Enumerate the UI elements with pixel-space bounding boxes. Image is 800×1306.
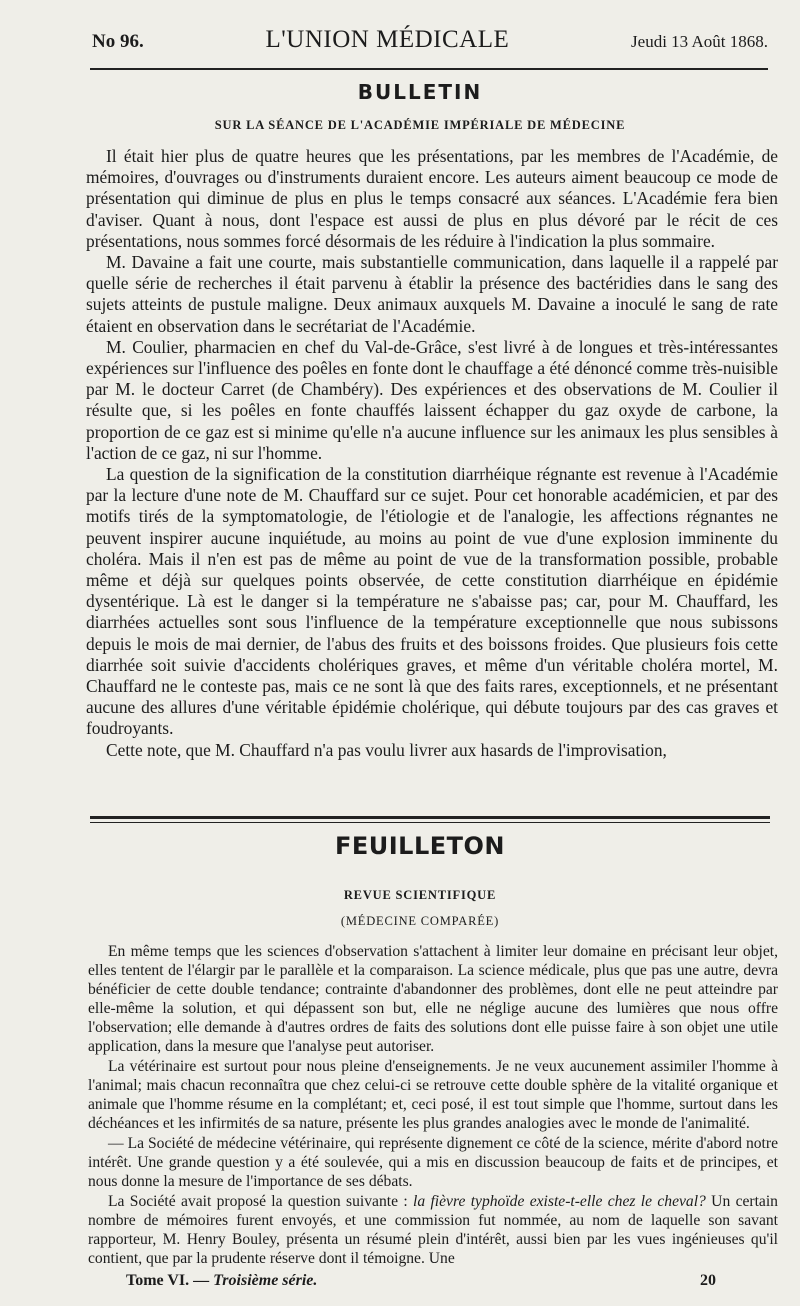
feuilleton-title: FEUILLETON [334, 832, 506, 860]
page-footer [126, 1272, 716, 1290]
feuilleton-subtitle: REVUE SCIENTIFIQUE [343, 888, 497, 902]
feuilleton-section: (MÉDECINE COMPARÉE) [340, 914, 500, 928]
series-label: Troisième série. [213, 1272, 318, 1289]
volume-info [126, 1272, 317, 1290]
feuilleton-paragraph-last [88, 1192, 778, 1268]
bulletin-paragraph: M. Davaine a fait une courte, mais substantielle communication, dans laquelle il a rappelé par quelle série de recherches il était parvenu à établir la présence des bactéridies dans le sang des sujets atteints de pustule maligne. Deux animaux auxquels M. Davaine a inoculé le sang de rate étaient en observation dans le secrétariat de l'Académie. [86, 252, 778, 336]
masthead [92, 26, 768, 66]
feuilleton-paragraph: En même temps que les sciences d'observation s'attachent à limiter leur domaine en précisant leur objet, elles tentent de l'élargir par le parallèle et la comparaison. La science médicale, plus que pas une autre, devra bénéficier de cette double tendance; contrainte d'abandonner des problèmes, dont elle ne peut atteindre par elle-même la solution, et qui dépassent son but, elle ne néglige aucune des lumières que nous offre l'observation; elle demande à d'autres ordres de faits des solutions dont elle puisse faire à son objet une utile application, dans la mesure que l'analyse peut autoriser. [88, 943, 778, 1055]
bulletin-title: BULLETIN [357, 80, 483, 104]
bulletin-paragraph: Cette note, que M. Chauffard n'a pas voulu livrer aux hasards de l'improvisation, [106, 739, 667, 760]
journal-title: L'UNION MÉDICALE [265, 26, 510, 53]
tome-label: Tome VI. — [126, 1272, 214, 1289]
last-paragraph-end: Un certain nombre de mémoires furent envoyés, et une commission fut nommée, au nom de laquelle son savant rapporteur, M. Henry Bouley, présenta un résumé plein d'intérêt, aussi bien par les vues ingénieuses qu'il contient, que par la prudente réserve dont il témoigne. Une [88, 1193, 778, 1267]
issue-number: No 96. [92, 31, 144, 52]
last-paragraph-start: La Société avait proposé la question suivante : [108, 1193, 413, 1210]
question-italic: la fièvre typhoïde existe-t-elle chez le cheval? [413, 1193, 706, 1210]
bulletin-paragraph: Il était hier plus de quatre heures que les présentations, par les membres de l'Académie, de mémoires, d'ouvrages ou d'instruments duraient encore. Les auteurs aiment beaucoup ce mode de présentation qui diminue de plus en plus le temps consacré aux séances. L'Académie fera bien d'aviser. Quant à nous, dont l'espace est aussi de plus en plus dévoré par le récit de ces présentations, nous sommes forcé désormais de les réduire à l'indication la plus sommaire. [86, 146, 778, 251]
feuilleton-rule-thick [90, 816, 770, 819]
bulletin-paragraph: La question de la signification de la constitution diarrhéique régnante est revenue à l'Académie par la lecture d'une note de M. Chauffard sur ce sujet. Pour cet honorable académicien, et par des motifs tirés de la symptomatologie, de l'étiologie et de l'analogie, les affections régnantes ne peuvent inspirer aucune inquiétude, au moins au point de vue d'une explosion imminente du choléra. Mais il n'en est pas de même au point de vue de la transformation possible, probable même et déjà sur quelques points observée, de cette constitution diarrhéique en épidémie dysentérique. Là est le danger si la température ne s'abaisse pas; car, pour M. Chauffard, les diarrhées actuelles sont sous l'influence de la température exceptionnelle que nous subissons depuis le mois de mai dernier, de l'abus des fruits et des boissons froides. Que plusieurs fois cette diarrhée soit suivie d'accidents cholériques graves, et même d'un véritable choléra mortel, M. Chauffard ne le conteste pas, mais ce ne sont là que des faits rares, exceptionnels, et ne présentant aucune des allures d'une véritable épidémie cholérique, qui débute toujours par des cas graves et foudroyants. [86, 464, 778, 739]
bulletin-paragraph: M. Coulier, pharmacien en chef du Val-de-Grâce, s'est livré à de longues et très-intéressantes expériences sur l'influence des poêles en fonte dont le chauffage a été dénoncé comme très-nuisible par M. le docteur Carret (de Chambéry). Des expériences et des observations de M. Coulier il résulte que, si les poêles en fonte chauffés laissent échapper du gaz oxyde de carbone, la proportion de ce gaz est si minime qu'elle n'a aucune influence sur les animaux les plus sensibles à l'action de ce gaz, ni sur l'homme. [86, 336, 778, 463]
bulletin-body [86, 146, 778, 761]
header-rule [90, 68, 768, 70]
feuilleton-paragraph: — La Société de médecine vétérinaire, qui représente dignement ce côté de la science, mérite d'abord notre intérêt. Une grande question y a été soulevée, qui a mis en discussion beaucoup de faits et de principes, et nous donne la mesure de l'importance de ses débats. [88, 1135, 778, 1190]
page-number: 20 [700, 1272, 716, 1289]
issue-date: Jeudi 13 Août 1868. [631, 32, 768, 51]
feuilleton-rule-thin [90, 822, 770, 823]
feuilleton-body [88, 942, 778, 1268]
feuilleton-paragraph: La vétérinaire est surtout pour nous pleine d'enseignements. Je ne veux aucunement assimiler l'homme à l'animal; mais chacun reconnaîtra que chez celui-ci se retrouve cette double sphère de la vitalité organique et animale que l'homme résume en la complétant; et, ceci posé, il est tout simple que l'homme, surtout dans les déchéances et les infirmités de sa nature, présente les plus grandes analogies avec le monde de l'animalité. [88, 1058, 778, 1132]
bulletin-subtitle: SUR LA SÉANCE DE L'ACADÉMIE IMPÉRIALE DE MÉDECINE [214, 118, 626, 132]
